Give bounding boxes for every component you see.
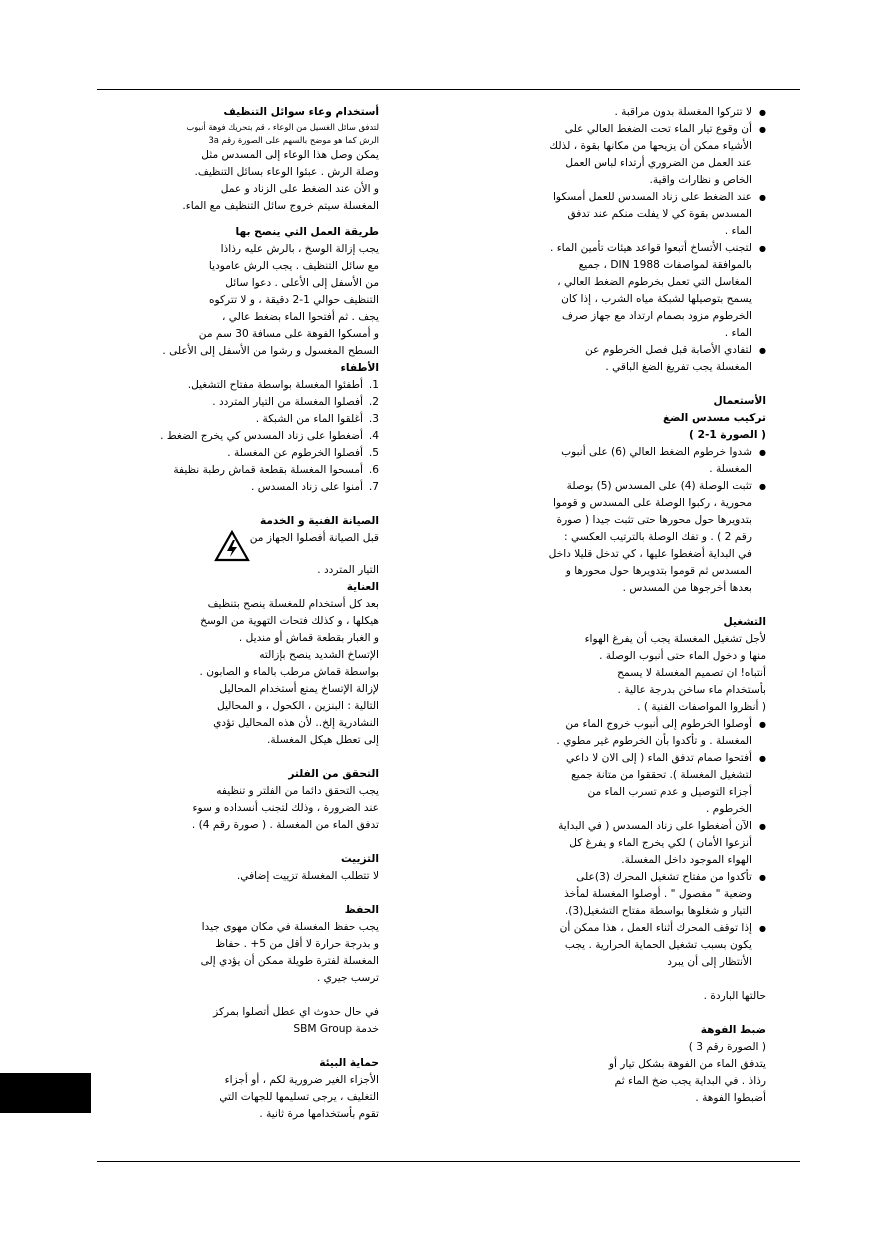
text-line: و بدرجة حرارة لا أقل من 5+ . حفاظ — [215, 938, 379, 950]
shutdown-steps — [160, 377, 379, 496]
list-item: 7. أمنوا على زناد المسدس . — [251, 481, 379, 493]
text-line: تقوم بأستخدامها مرة ثانية . — [259, 1108, 379, 1120]
detergent-note: لتدفق سائل الغسيل من الوعاء ، قم بتحريك فوهة أنبوب — [186, 122, 379, 132]
page-tab-marker — [0, 1073, 91, 1113]
text-line: مع سائل التنظيف . يجب الرش عاموديا — [208, 260, 379, 272]
text-line: بعد كل أستخدام للمغسلة ينصح بتنظيف — [207, 598, 379, 610]
text-line: التيار المتردد . — [317, 564, 379, 576]
list-item: ● الآن أضغطوا على زناد المسدس ( في البداية أنزعوا الأمان ) لكي يخرج الماء و يفرغ كل الهواء الموجود داخل المغسلة. — [548, 818, 752, 869]
mount-heading: تركيب مسدس الضغ — [662, 412, 766, 424]
text-line: ( أنظروا المواصفات الفنية ) . — [637, 701, 766, 713]
mount-figure-ref: ( الصورة 1-2 ) — [689, 429, 766, 441]
text-line: أضبطوا الفوهة . — [695, 1092, 766, 1104]
text-line: يجب التحقق دائما من الفلتر و تنظيفه — [216, 785, 379, 797]
method-heading: طريقة العمل التي ينصح بها — [235, 226, 379, 238]
text-line: التغليف ، يرجى تسليمها للجهات التي — [219, 1091, 379, 1103]
text-line: و أمسكوا الفوهة على مسافة 30 سم من — [198, 328, 379, 340]
text-line: خدمة SBM Group — [293, 1023, 379, 1035]
maintenance-heading: الصيانة الفنية و الخدمة — [259, 515, 379, 527]
lubrication-heading: التزييت — [340, 853, 379, 865]
text-line: بأستخدام ماء ساخن بدرجة عالية . — [617, 684, 766, 696]
list-item: ● عند الضغط على زناد المسدس للعمل أمسكوا المسدس بقوة كي لا يفلت منكم عند تدفق الماء . — [548, 189, 752, 240]
text-line: يتدفق الماء من الفوهة بشكل تيار أو — [608, 1058, 766, 1070]
shutdown-heading: الأطفاء — [340, 362, 379, 374]
text-line: منها و دخول الماء حتى أنبوب الوصلة . — [599, 650, 766, 662]
list-item: ● لتجنب الأتساخ أتبعوا قواعد هيئات تأمين الماء . بالموافقة لمواصفات DIN 1988 ، جميع المغاسل التي تعمل بخرطوم الضغط العالي ، يسمح بتوصيلها لشبكة مياه الشرب ، إذا كان الخرطوم مزود بصمام ارتداد مع جهاز صرف الماء . — [548, 240, 752, 342]
list-item: ● لتفادي الأصابة قبل فصل الخرطوم عن المغسلة يجب تفريغ الضغ الباقي . — [548, 342, 752, 376]
text-line: يجب حفظ المغسلة في مكان مهوى جيدا — [201, 921, 379, 933]
list-item: 3. أغلقوا الماء من الشبكة . — [255, 413, 379, 425]
text-line: لإزالة الإتساخ يمنع أستخدام المحاليل — [219, 683, 379, 695]
text-line: السطح المغسول و رشوا من الأسفل إلى الأعلى . — [162, 345, 379, 357]
care-heading: العناية — [346, 581, 379, 593]
list-item: ● لا تتركوا المغسلة بدون مراقبة . — [548, 104, 752, 121]
list-item: ● أن وقوع تيار الماء تحت الضغط العالي على الأشياء ممكن أن يزيحها من مكانها بقوة ، لذلك عند العمل من الضروري أرتداء لباس العمل الخاص و نظارات واقية. — [548, 121, 752, 189]
operation-heading: التشغيل — [723, 616, 766, 628]
text-line: رذاذ . في البداية يجب ضخ الماء ثم — [614, 1075, 766, 1087]
environment-heading: حماية البيئة — [319, 1057, 379, 1069]
list-item: ● تأكدوا من مفتاح تشغيل المحرك (3)على وضعية " مفصول " . أوصلوا المغسلة لمأخذ التيار و شغلوها بواسطة مفتاح التشغيل(3). — [548, 869, 752, 920]
text-line: يمكن وصل هذا الوعاء إلى المسدس مثل — [201, 149, 379, 161]
list-item: ● تثبت الوصلة (4) على المسدس (5) بوصلة محورية ، ركبوا الوصلة على المسدس و قوموا بتدويرها حول محورها حتى تثبت جيدا ( صورة رقم 2 ) . و تفك الوصلة بالترتيب العكسي : في البداية أضغطوا عليها ، كي تدخل قليلا داخل المسدس ثم قوموا بتدويرها حول محورها و بعدها أخرجوها من المسدس . — [548, 478, 752, 597]
text-line: هيكلها ، و كذلك فتحات التهوية من الوسخ — [200, 615, 379, 627]
left-column — [160, 104, 379, 1123]
text-line: عند الضرورة ، وذلك لتجنب أنسداده و سوء — [192, 802, 379, 814]
mount-bullets — [548, 444, 766, 597]
detergent-heading: أستخدام وعاء سوائل التنظيف — [223, 106, 379, 118]
list-item: 1. أطفئوا المغسلة بواسطة مفتاح التشغيل. — [187, 379, 379, 391]
list-item: 6. أمسحوا المغسلة بقطعة قماش رطبة نظيفة — [173, 464, 379, 476]
text-line: و الغبار بقطعة قماش أو منديل . — [238, 632, 379, 644]
filter-heading: التحقق من الفلتر — [288, 768, 379, 780]
list-item: 2. أفصلوا المغسلة من التيار المتردد . — [212, 396, 379, 408]
warning-text: قبل الصيانة أفصلوا الجهاز من — [249, 532, 379, 544]
detergent-note: الرش كما هو موضح بالسهم على الصورة رقم 3a — [208, 135, 379, 145]
text-line: إلى تعطل هيكل المغسلة. — [267, 734, 379, 746]
maintenance-warning — [160, 530, 379, 562]
usage-heading: الأستعمال — [713, 395, 766, 407]
text-line: لا تتطلب المغسلة تزييت إضافي. — [236, 870, 379, 882]
high-voltage-warning-icon — [214, 530, 250, 562]
list-item: ● أفتحوا صمام تدفق الماء ( إلى الان لا داعي لتشغيل المغسلة ). تحققوا من متانة جميع أجزاء التوصيل و عدم تسرب الماء من الخرطوم . — [548, 750, 752, 818]
list-item: 5. أفصلوا الخرطوم عن المغسلة . — [227, 447, 379, 459]
text-line: وصلة الرش . عبئوا الوعاء بسائل التنظيف. — [194, 166, 379, 178]
text-line: المغسلة سيتم خروج سائل التنظيف مع الماء. — [182, 200, 379, 212]
list-item: ● إذا توقف المحرك أثناء العمل ، هذا ممكن أن يكون بسبب تشغيل الحماية الحرارية . يجب الأنتظار إلى أن يبرد — [548, 920, 752, 971]
text-line: التالية : البنزين ، الكحول ، و المحاليل — [216, 700, 379, 712]
operation-bullets — [548, 716, 766, 971]
text-line: يجف . ثم أفتحوا الماء بضغط عالي ، — [222, 311, 379, 323]
text-line: المغسلة لفترة طويلة ممكن أن يؤدي إلى — [200, 955, 379, 967]
text-line: و الأن عند الضغط على الزناد و عمل — [220, 183, 379, 195]
text-line: ترسب جيري . — [316, 972, 379, 984]
right-column — [548, 104, 766, 1107]
text-line: ( الصورة رقم 3 ) — [688, 1041, 766, 1053]
bottom-rule — [97, 1161, 800, 1162]
safety-bullets — [548, 104, 766, 376]
list-item: ● شدوا خرطوم الضغط العالي (6) على أنبوب المغسلة . — [548, 444, 752, 478]
text-line: تدفق الماء من المغسلة . ( صورة رقم 4) . — [191, 819, 379, 831]
text-line: في حال حدوث اي عطل أتصلوا بمركز — [213, 1006, 379, 1018]
text-line: الإتساخ الشديد ينصح بإزالته — [259, 649, 379, 661]
list-item: ● أوصلوا الخرطوم إلى أنبوب خروج الماء من المغسلة . و تأكدوا بأن الخرطوم غير مطوي . — [548, 716, 752, 750]
text-line: من الأسفل إلى الأعلى . دعوا سائل — [225, 277, 379, 289]
text-line: لأجل تشغيل المغسلة يجب أن يفرغ الهواء — [584, 633, 766, 645]
text-line: أنتباه! ان تصميم المغسلة لا يسمح — [617, 667, 766, 679]
text-line: النشادرية إلخ.. لأن هذه المحاليل تؤدي — [213, 717, 379, 729]
text-line: التنظيف حوالي 1-2 دقيقة ، و لا تتركوه — [208, 294, 379, 306]
storage-heading: الحفظ — [344, 904, 379, 916]
list-item: 4. أضغطوا على زناد المسدس كي يخرج الضغط . — [160, 430, 379, 442]
nozzle-heading: ضبط الفوهة — [700, 1024, 766, 1036]
text-line: حالتها الباردة . — [703, 990, 766, 1002]
top-rule — [97, 89, 800, 90]
text-line: بواسطة قماش مرطب بالماء و الصابون . — [199, 666, 379, 678]
text-line: يجب إزالة الوسخ ، بالرش عليه رذاذا — [220, 243, 379, 255]
text-line: الأجزاء الغير ضرورية لكم ، أو أجزاء — [224, 1074, 379, 1086]
